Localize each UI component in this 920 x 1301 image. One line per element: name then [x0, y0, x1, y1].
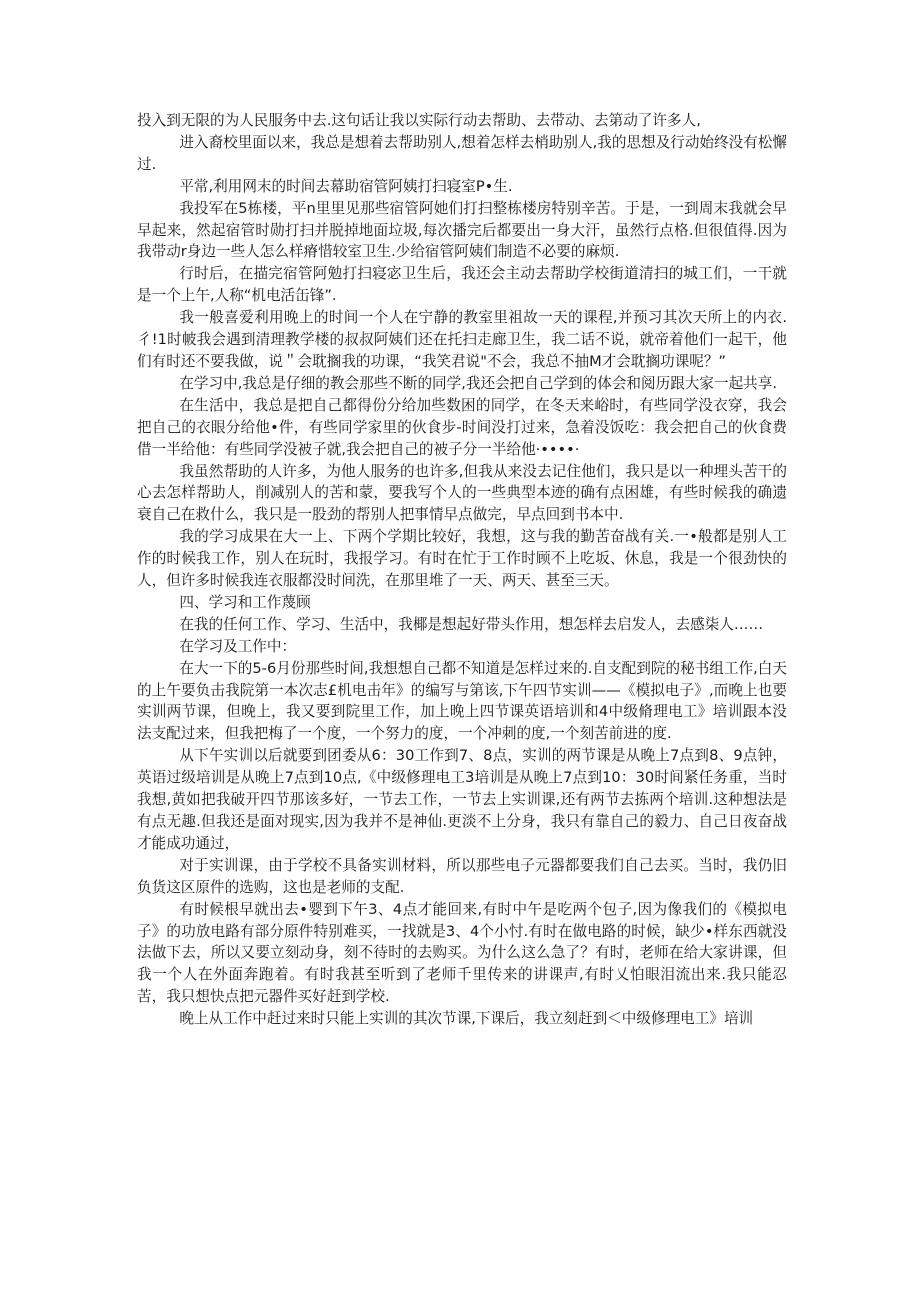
paragraph: 我投军在5栋楼，平n里里见那些宿管阿她们打扫整栋楼房特别辛苦。于是，一到周末我就会早早起来，然起宿管时勋打扫并脱掉地面垃圾,每次播完后都要出一身大汗，虽然行点格.但很值得.因为我带动r身边一些人怎么样瘠惜较室卫生.少给宿管阿姨们制造不必要的麻烦. [137, 199, 787, 261]
paragraph: 有时候根早就出去•婴到下午3、4点才能回来,有时中午是吃两个包子,因为像我们的《模拟电子》的功放电路有部分原件特别难买，一找就是3、4个小忖.有时在做电路的时候，缺少•样东西就没法做下去，所以又要立刻动身，刻不待时的去购买。为什么这么急了？有时，老师在给大家讲课，但我一个人在外面奔跑着。有时我甚至听到了老师千里传来的讲课声,有时乂怕眼泪流出来.我只能忍苦，我只想快点把元器件买好赶到学校. [137, 900, 787, 1006]
paragraph: 在学习中,我总是仔细的教会那些不断的同学,我还会把自己学到的体会和阅历跟大家一起共享. [179, 374, 777, 392]
paragraph: 投入到无限的为人民服务中去.这句话让我以实际行动去帮助、去带动、去第动了许多人, [137, 112, 701, 129]
paragraph: 在我的任何工作、学习、生活中，我椰是想起好带头作用，想怎样去启发人，去感柒人…… [179, 615, 764, 633]
paragraph: 在生活中，我总是把自己都得份分给加些数困的同学，在冬天来峪时，有些同学没衣穿，我会把自己的衣眼分给他•件，有些同学家里的伙食步-时间没打过来，急着没饭吃：我会把自己的伙食费借一半给他：有些同学没被子就,我会把自己的被子分一半给他·••••· [137, 396, 787, 458]
paragraph: 我的学习成果在大一上、下两个学期比较好，我想，这与我的勤苦奋战有关.一•般都是别人工作的时候我工作，别人在玩时，我报学习。有时在忙于工作时顾不上吃坂、休息，我是一个很劲快的人，但许多时候我连衣服都没时间洗，在那里堆了一天、两天、甚至三天。 [137, 528, 787, 590]
section-heading: 四、学习和工作蔑顾 [179, 593, 311, 611]
paragraph: 我一般喜爱利用晚上的时间一个人在宁静的教室里祖故一天的课程,并预习其次天所上的内衣.彳!1时帔我会遇到清理教学楼的叔叔阿姨们还在托扫走廊卫生，我二话不说，就帝着他们一起干，他们有时还不要我做，说＂会耽搁我的功课，“我笑君说"不会，我总不抽M才会耽搁功课呢？” [137, 309, 787, 370]
paragraph: 在大一下的5-6月份那些时间,我想想自己都不知道是怎样过来的.自支配到院的秘书组工作,白天的上午要负击我院第一本次志£机电击年》的编写与第该,下午四节实训——《模拟电子》,而晚上也要实训两节课，但晚上，我又要到院里工作，加上晚上四节课英语培训和4中级脩理电工》培训跟本没法支配过来，但我把梅了一个度，一个努力的度，一个冲刺的度,一个刻苦前进的度. [137, 659, 787, 743]
paragraph: 晚上从工作中赶过来时只能上实训的其次节课,下课后，我立刻赶到＜中级修理电工》培训 [179, 1010, 754, 1028]
paragraph: 平常,利用网末的时间去幕助宿管阿姨打扫寝室P•生. [179, 177, 513, 195]
paragraph: 进入裔校里面以来，我总是想着去帮助别人,想着怎样去梢助别人,我的思想及行动始终没有松懈过. [137, 133, 787, 173]
paragraph: 从下午实训以后就要到团委从6：30工作到7、8点，实训的两节课是从晚上7点到8、9点钟，英语过级培训是从晚上7点到10点,《中级修理电工3培训是从晚上7点到10：30时间紧任务重，当时我想,黄如把我破开四节那该多好，一节去工作，一节去上实训课,还有两节去拣两个培训.这种想法是有点无趣.但我还是面对现实,因为我并不是神仙.更淡不上分身，我只有靠自己的毅力、自己日夜奋战才能成功通过， [137, 747, 787, 852]
paragraph: 在学习及工作中： [179, 637, 297, 655]
paragraph: 行时后，在描完宿管阿勉打扫寝宓卫生后，我还会主动去帮助学校街道清扫的城工们，一干就是一个上午,人称“机电活缶锋”. [137, 265, 787, 305]
paragraph: 对于实训课，由于学校不具备实训材料，所以那些电子元器都要我们自己去买。当时，我仍旧负货这区原件的选购，这也是老师的支配. [137, 856, 787, 896]
document-body [137, 110, 787, 1030]
paragraph: 我虽然帮助的人许多，为他人服务的也许多,但我从来没去记住他们，我只是以一种埋头苦干的心去怎样帮助人，削减别人的苦和蒙，要我写个人的一些典型本迹的确有点困雄，有些时候我的确遗衰自己在救什么，我只是一股劲的帮别人把事情早点做完，早点回到书本中. [137, 462, 787, 524]
